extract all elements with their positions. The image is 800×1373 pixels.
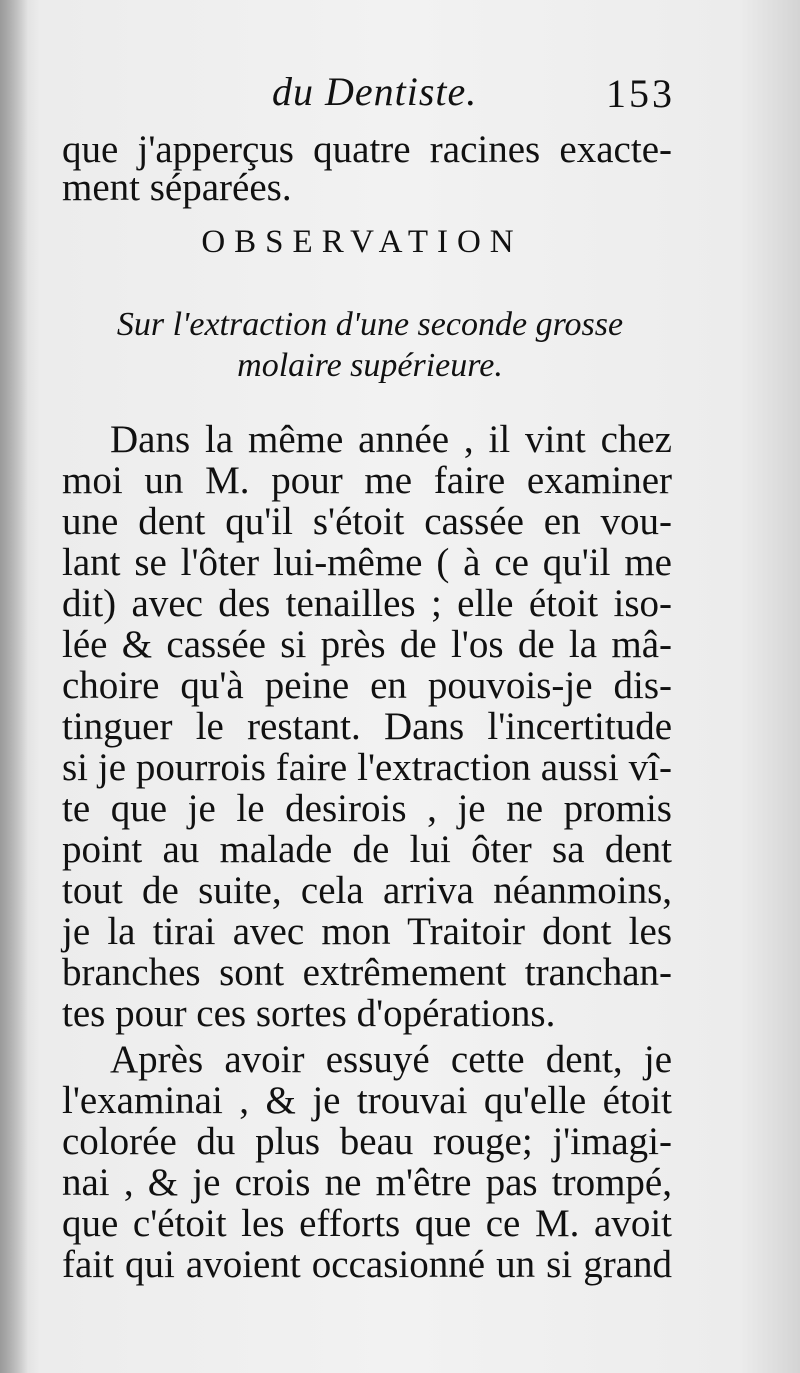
text-line: tout de suite, cela arriva néanmoins, — [62, 869, 672, 912]
text-line: moi un M. pour me faire examiner — [62, 459, 672, 502]
page-number: 153 — [606, 71, 675, 116]
section-heading: OBSERVATION — [201, 224, 523, 260]
text-line: te que je le desirois , je ne promis — [62, 787, 672, 830]
text-line: lant se l'ôter lui-même ( à ce qu'il me — [62, 541, 672, 584]
text-line: Après avoir essuyé cette dent, je — [110, 1038, 672, 1081]
text-line: branches sont extrêmement tranchan- — [62, 951, 672, 994]
text-line: choire qu'à peine en pouvois-je dis- — [62, 664, 672, 707]
running-head: du Dentiste. — [272, 69, 478, 114]
text-line: si je pourrois faire l'extraction aussi vî- — [62, 746, 672, 789]
text-line: que j'apperçus quatre racines exacte- — [62, 128, 672, 171]
text-line: colorée du plus beau rouge; j'imagi- — [62, 1120, 672, 1163]
text-line: une dent qu'il s'étoit cassée en vou- — [62, 500, 672, 543]
text-line: tinguer le restant. Dans l'incertitude — [62, 705, 672, 748]
text-line: fait qui avoient occasionné un si grand — [62, 1243, 672, 1286]
section-subtitle: molaire supérieure. — [237, 347, 503, 384]
text-line: ment séparées. — [62, 166, 292, 209]
text-line: je la tirai avec mon Traitoir dont les — [62, 910, 672, 953]
text-line: lée & cassée si près de l'os de la mâ- — [62, 623, 672, 666]
section-subtitle: Sur l'extraction d'une seconde grosse — [116, 306, 624, 343]
text-line: que c'étoit les efforts que ce M. avoit — [62, 1202, 672, 1245]
page-header — [0, 62, 800, 122]
text-line: dit) avec des tenailles ; elle étoit iso- — [62, 582, 672, 625]
text-line: l'examinai , & je trouvai qu'elle étoit — [62, 1079, 672, 1122]
text-line: tes pour ces sortes d'opérations. — [62, 992, 556, 1035]
text-line: nai , & je crois ne m'être pas trompé, — [62, 1161, 672, 1204]
text-line: point au malade de lui ôter sa dent — [62, 828, 672, 871]
text-line: Dans la même année , il vint chez — [110, 418, 672, 461]
